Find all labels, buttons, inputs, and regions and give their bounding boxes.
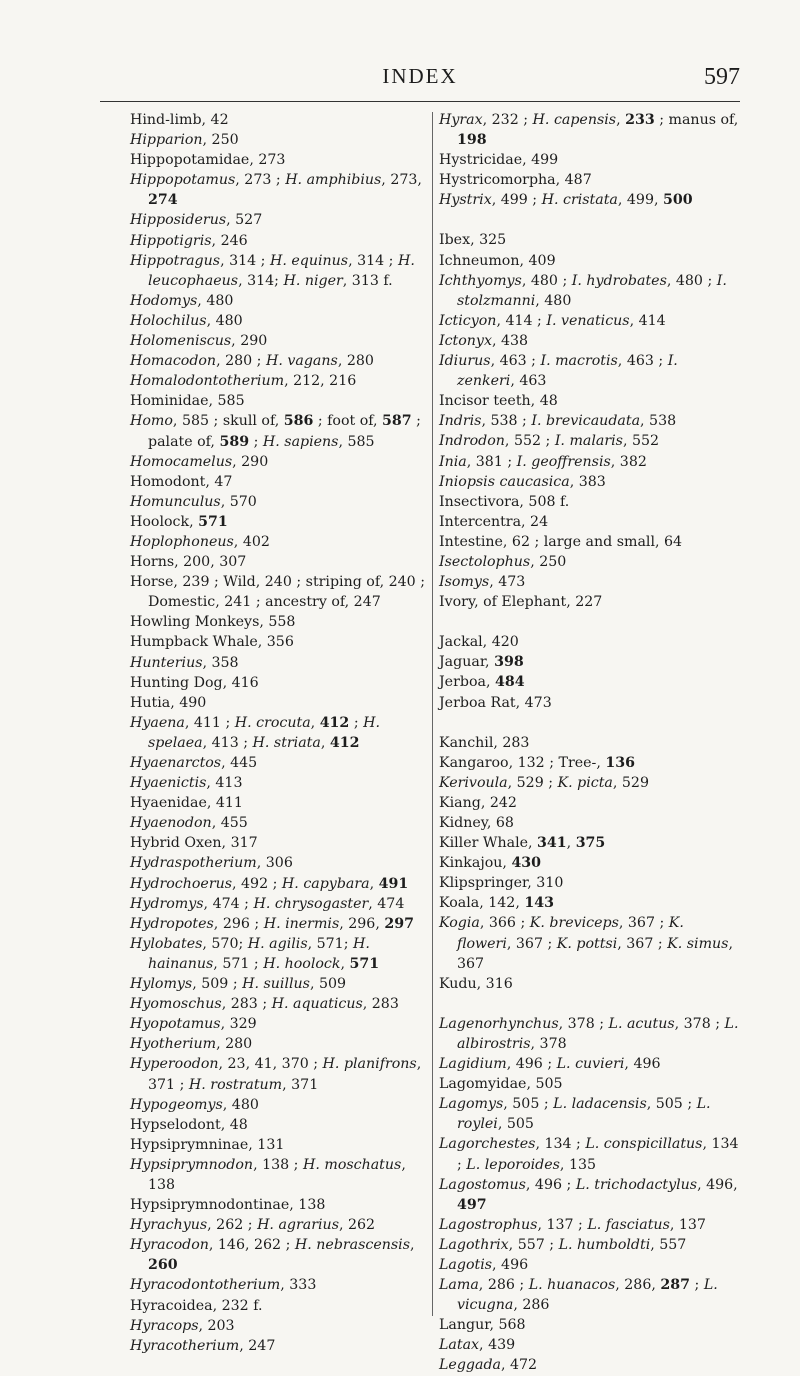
index-entry: Hipparion, 250: [130, 132, 239, 149]
index-column-right: [439, 110, 739, 1376]
index-entry: Homunculus, 570: [130, 493, 257, 510]
index-entry: Isomys, 473: [439, 574, 526, 591]
index-entry: Lagomys, 505 ; L. ladacensis, 505 ; L. roylei, 505: [439, 1096, 711, 1133]
index-entry: Latax, 439: [439, 1337, 516, 1354]
index-entry: Ichthyomys, 480 ; I. hydrobates, 480 ; I. stolzmanni, 480: [439, 272, 727, 309]
index-entry: Kogia, 366 ; K. breviceps, 367 ; K. floweri, 367 ; K. pottsi, 367 ; K. simus, 367: [439, 915, 733, 972]
index-entry: Kiang, 242: [439, 794, 517, 811]
index-entry: Lagomyidae, 505: [439, 1076, 563, 1093]
index-entry: Hippotragus, 314 ; H. equinus, 314 ; H. leucophaeus, 314; H. niger, 313 f.: [130, 252, 415, 289]
index-entry: Homodont, 47: [130, 473, 233, 490]
index-entry: Homo, 585 ; skull of, 586 ; foot of, 587 ; palate of, 589 ; H. sapiens, 585: [130, 413, 421, 450]
index-column-left: [130, 110, 427, 1356]
index-entry: Hyracotherium, 247: [130, 1337, 276, 1354]
index-entry: Incisor teeth, 48: [439, 393, 558, 410]
index-entry: Hypsiprymnodontinae, 138: [130, 1197, 326, 1214]
index-entry: Jerboa, 484: [439, 674, 525, 691]
index-entry: Isectolophus, 250: [439, 553, 567, 570]
index-entry: Hippopotamus, 273 ; H. amphibius, 273, 274: [130, 172, 422, 209]
index-entry: Ivory, of Elephant, 227: [439, 594, 603, 611]
index-entry: Howling Monkeys, 558: [130, 614, 296, 631]
index-entry: Kanchil, 283: [439, 734, 530, 751]
index-entry: Jerboa Rat, 473: [439, 694, 552, 711]
index-entry: Lagenorhynchus, 378 ; L. acutus, 378 ; L. albirostris, 378: [439, 1015, 739, 1052]
index-entry: Hyracodontotherium, 333: [130, 1277, 317, 1294]
header-rule: [100, 101, 740, 102]
index-entry: Icticyon, 414 ; I. venaticus, 414: [439, 312, 666, 329]
index-entry: Kudu, 316: [439, 975, 513, 992]
index-entry: Horse, 239 ; Wild, 240 ; striping of, 240 ; Domestic, 241 ; ancestry of, 247: [130, 574, 425, 611]
index-entry: Ictonyx, 438: [439, 332, 529, 349]
index-entry: Hyperoodon, 23, 41, 370 ; H. planifrons, 371 ; H. rostratum, 371: [130, 1056, 422, 1093]
index-entry: Hydraspotherium, 306: [130, 855, 293, 872]
page-number: 597: [704, 64, 740, 90]
column-divider: [432, 112, 433, 1316]
index-entry: Holochilus, 480: [130, 312, 243, 329]
index-entry: Iniopsis caucasica, 383: [439, 473, 606, 490]
index-entry: Holomeniscus, 290: [130, 333, 268, 350]
index-entry: Hydrochoerus, 492 ; H. capybara, 491: [130, 875, 409, 892]
index-entry: Hodomys, 480: [130, 292, 234, 309]
index-entry: Hybrid Oxen, 317: [130, 835, 258, 852]
index-entry: Homalodontotherium, 212, 216: [130, 373, 357, 390]
index-entry: Lama, 286 ; L. huanacos, 286, 287 ; L. vicugna, 286: [439, 1277, 718, 1314]
index-entry: Hominidae, 585: [130, 393, 245, 410]
index-entry: Indris, 538 ; I. brevicaudata, 538: [439, 413, 677, 430]
index-entry: Kinkajou, 430: [439, 855, 542, 872]
index-entry: Killer Whale, 341, 375: [439, 835, 606, 852]
index-entry: Hydromys, 474 ; H. chrysogaster, 474: [130, 895, 405, 912]
index-entry: Lagidium, 496 ; L. cuvieri, 496: [439, 1056, 661, 1073]
index-entry: Hyracops, 203: [130, 1317, 235, 1334]
index-entry: Hunting Dog, 416: [130, 674, 259, 691]
index-entry: Hutia, 490: [130, 694, 207, 711]
index-entry: Koala, 142, 143: [439, 895, 554, 912]
index-entry: Hyaena, 411 ; H. crocuta, 412 ; H. spelaea, 413 ; H. striata, 412: [130, 714, 381, 751]
index-entry: Hypogeomys, 480: [130, 1096, 259, 1113]
index-entry: Hyaenidae, 411: [130, 795, 243, 812]
index-entry: Homocamelus, 290: [130, 453, 269, 470]
index-entry: Inia, 381 ; I. geoffrensis, 382: [439, 453, 647, 470]
index-entry: Hystricomorpha, 487: [439, 172, 592, 189]
index-entry: Hyrachyus, 262 ; H. agrarius, 262: [130, 1217, 376, 1234]
index-entry: Hyaenarctos, 445: [130, 755, 258, 771]
index-entry: Lagostrophus, 137 ; L. fasciatus, 137: [439, 1216, 706, 1233]
index-entry: Lagostomus, 496 ; L. trichodactylus, 496, 497: [439, 1176, 738, 1213]
index-entry: Hoolock, 571: [130, 513, 228, 530]
index-entry: Hyopotamus, 329: [130, 1016, 257, 1033]
index-entry: Kerivoula, 529 ; K. picta, 529: [439, 774, 649, 791]
index-entry: Klipspringer, 310: [439, 875, 564, 892]
index-entry: Jackal, 420: [439, 634, 519, 651]
index-entry: Ibex, 325: [439, 232, 507, 249]
index-entry: Hind-limb, 42: [130, 112, 229, 128]
index-entry: Hystricidae, 499: [439, 152, 559, 169]
index-entry: Hypselodont, 48: [130, 1116, 248, 1133]
index-entry: Hyaenodon, 455: [130, 815, 248, 832]
index-entry: Hyrax, 232 ; H. capensis, 233 ; manus of, 198: [439, 112, 739, 149]
index-entry: Hippopotamidae, 273: [130, 152, 286, 169]
page-header: [100, 60, 740, 100]
index-entry: Hyotherium, 280: [130, 1036, 253, 1053]
index-entry: Homacodon, 280 ; H. vagans, 280: [130, 353, 374, 370]
index-entry: Humpback Whale, 356: [130, 634, 294, 651]
index-entry: Jaguar, 398: [439, 654, 524, 671]
index-entry: Ichneumon, 409: [439, 252, 556, 269]
index-entry: Hystrix, 499 ; H. cristata, 499, 500: [439, 192, 693, 209]
index-entry: Horns, 200, 307: [130, 554, 247, 571]
index-entry: Kangaroo, 132 ; Tree-, 136: [439, 754, 635, 771]
index-entry: Hunterius, 358: [130, 654, 239, 671]
index-entry: Hippotigris, 246: [130, 232, 248, 249]
index-entry: Hyaenictis, 413: [130, 775, 243, 792]
index-entry: Intestine, 62 ; large and small, 64: [439, 533, 683, 550]
index-entry: Hyracodon, 146, 262 ; H. nebrascensis, 260: [130, 1237, 415, 1274]
index-entry: Hoplophoneus, 402: [130, 533, 270, 550]
index-entry: Kidney, 68: [439, 815, 514, 831]
index-entry: Insectivora, 508 f.: [439, 493, 570, 510]
index-entry: Idiurus, 463 ; I. macrotis, 463 ; I. zenkeri, 463: [439, 353, 678, 390]
index-entry: Hipposiderus, 527: [130, 212, 263, 229]
index-entry: Hypsiprymninae, 131: [130, 1136, 285, 1153]
index-entry: Langur, 568: [439, 1317, 526, 1334]
page-title: INDEX: [382, 64, 458, 88]
index-entry: Leggada, 472: [439, 1357, 538, 1374]
index-entry: Lagorchestes, 134 ; L. conspicillatus, 134 ; L. leporoides, 135: [439, 1136, 739, 1173]
index-entry: Hypsiprymnodon, 138 ; H. moschatus, 138: [130, 1156, 406, 1193]
index-entry: Intercentra, 24: [439, 513, 549, 530]
index-entry: Hydropotes, 296 ; H. inermis, 296, 297: [130, 915, 414, 932]
index-entry: Hyracoidea, 232 f.: [130, 1297, 263, 1314]
index-entry: Hyomoschus, 283 ; H. aquaticus, 283: [130, 996, 399, 1013]
index-entry: Lagotis, 496: [439, 1256, 529, 1273]
index-entry: Lagothrix, 557 ; L. humboldti, 557: [439, 1236, 687, 1253]
index-entry: Hylobates, 570; H. agilis, 571; H. hainanus, 571 ; H. hoolock, 571: [130, 935, 380, 972]
index-entry: Hylomys, 509 ; H. suillus, 509: [130, 976, 347, 993]
index-entry: Indrodon, 552 ; I. malaris, 552: [439, 433, 660, 450]
